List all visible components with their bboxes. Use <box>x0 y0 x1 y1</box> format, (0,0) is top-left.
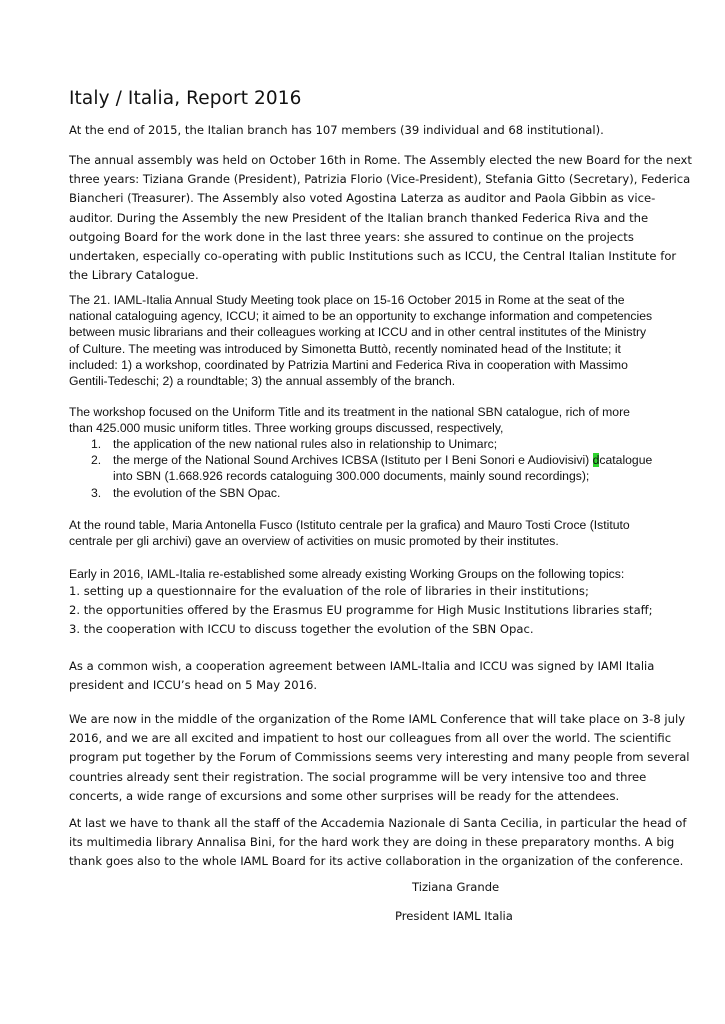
text-line: president and ICCU’s head on 5 May 2016. <box>69 678 318 693</box>
paragraph-membership <box>69 121 661 140</box>
list-text-part: the merge of the National Sound Archives ICBSA (Istituto per I Beni Sonori e Audiovisivi) <box>113 453 593 468</box>
list-text: into SBN (1.668.926 records cataloguing 300.000 documents, mainly sound recordings); <box>113 469 590 484</box>
text-line: outgoing Board for the work done in the last three years: she assured to continue on the projects <box>69 229 634 244</box>
list-number: 1. <box>91 437 102 451</box>
list-number: 3. <box>91 485 102 500</box>
text-line: national cataloguing agency, ICCU; it aimed to be an opportunity to exchange information and competencies <box>69 309 653 324</box>
text-line: The annual assembly was held on October 16th in Rome. The Assembly elected the new Board for the next <box>69 153 692 167</box>
list-number: 2. <box>91 453 102 468</box>
list-item <box>69 436 669 452</box>
list-item: 3. the cooperation with ICCU to discuss together the evolution of the SBN Opac. <box>69 622 534 637</box>
paragraph-agreement <box>69 657 661 695</box>
text-line: the Library Catalogue. <box>69 268 199 283</box>
list-text: the evolution of the SBN Opac. <box>113 485 281 500</box>
text-line: than 425.000 music uniform titles. Three working groups discussed, respectively, <box>69 421 504 436</box>
list-item <box>69 485 669 501</box>
paragraph-assembly <box>69 151 692 285</box>
text-line: The workshop focused on the Uniform Title and its treatment in the national SBN catalogue, rich of more <box>69 405 630 419</box>
list-item <box>69 452 669 484</box>
text-line: countries already sent their registration. The social programme will be very intensive too and three <box>69 769 647 784</box>
text-line: undertaken, especially co-operating with public Institutions such as ICCU, the Central Italian Institute for <box>69 249 677 264</box>
text-line: Gentili-Tedeschi; 2) a roundtable; 3) the annual assembly of the branch. <box>69 374 456 389</box>
working-groups-list <box>69 582 669 640</box>
paragraph-workshop <box>69 404 661 436</box>
list-item: 2. the opportunities offered by the Erasmus EU programme for High Music Institutions libraries staff; <box>69 603 653 618</box>
text-line: We are now in the middle of the organization of the Rome IAML Conference that will take place on 3-8 july <box>69 712 686 726</box>
text-line: three years: Tiziana Grande (President), Patrizia Florio (Vice-President), Stefania Gitto (Secretary), Federica <box>69 172 691 187</box>
list-text-part: catalogue <box>599 453 653 468</box>
workshop-groups-list <box>69 436 669 501</box>
text-line: At last we have to thank all the staff of the Accademia Nazionale di Santa Cecilia, in particular the head of <box>69 816 687 830</box>
text-line: At the end of 2015, the Italian branch has 107 members (39 individual and 68 institutional). <box>69 123 604 137</box>
signature-name: Tiziana Grande <box>412 880 500 894</box>
paragraph-round-table <box>69 517 661 549</box>
list-text: the application of the new national rules also in relationship to Unimarc; <box>113 437 498 451</box>
text-line: auditor. During the Assembly the new President of the Italian branch thanked Federica Riva and the <box>69 210 649 225</box>
text-line: program put together by the Forum of Commissions seems very interesting and many people from several <box>69 750 690 765</box>
text-line: concerts, a wide range of excursions and some other surprises will be ready for the attendees. <box>69 788 620 803</box>
text-line: centrale per gli archivi) gave an overview of activities on music promoted by their institutes. <box>69 534 559 549</box>
text-line: As a common wish, a cooperation agreement between IAML-Italia and ICCU was signed by IAMl Italia <box>69 659 655 673</box>
text-line: 2016, and we are all excited and impatient to host our colleagues from all over the world. The scientific <box>69 731 672 746</box>
report-title: Italy / Italia, Report 2016 <box>69 88 302 109</box>
text-line: between music librarians and their colleagues working at ICCU and in other central institutes of the Ministry <box>69 325 647 340</box>
text-line: At the round table, Maria Antonella Fusco (Istituto centrale per la grafica) and Mauro Tosti Croce (Istituto <box>69 518 630 532</box>
text-line: The 21. IAML-Italia Annual Study Meeting took place on 15-16 October 2015 in Rome at the seat of the <box>69 293 625 307</box>
signature-role: President IAML Italia <box>395 909 513 923</box>
list-item: 1. setting up a questionnaire for the evaluation of the role of libraries in their institutions; <box>69 584 589 598</box>
text-line: its multimedia library Annalisa Bini, for the hard work they are doing in these preparatory months. A big <box>69 835 675 850</box>
text-line: Biancheri (Treasurer). The Assembly also voted Agostina Laterza as auditor and Paola Gibbin as vice- <box>69 191 656 206</box>
paragraph-study-meeting <box>69 292 661 389</box>
paragraph-working-groups <box>69 566 661 582</box>
paragraph-thanks <box>69 814 687 872</box>
text-line: thank goes also to the whole IAML Board for its active collaboration in the organization of the conference. <box>69 854 684 869</box>
paragraph-conference <box>69 710 690 806</box>
highlight-mark: d <box>592 453 600 468</box>
text-line: of Culture. The meeting was introduced by Simonetta Buttò, recently nominated head of the Institute; it <box>69 341 621 356</box>
text-line: Early in 2016, IAML-Italia re-established some already existing Working Groups on the following topics: <box>69 567 625 581</box>
text-line: included: 1) a workshop, coordinated by Patrizia Martini and Federica Riva in cooperation with Massimo <box>69 357 628 372</box>
list-text <box>113 452 669 468</box>
